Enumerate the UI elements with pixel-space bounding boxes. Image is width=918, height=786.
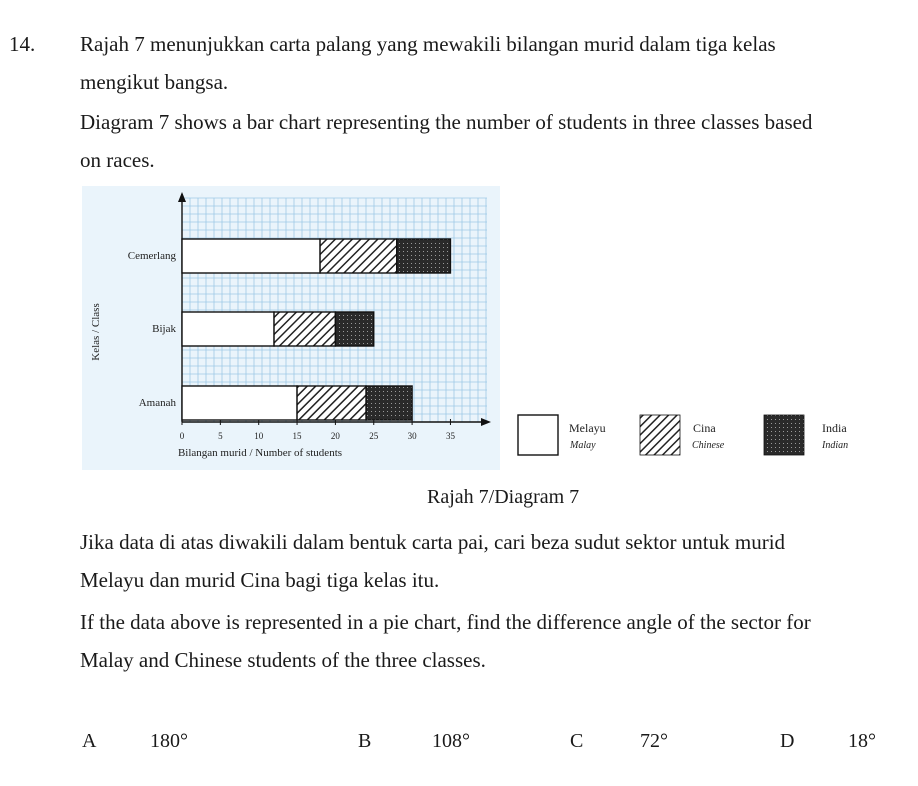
legend-swatch: [640, 415, 680, 455]
option-a-value[interactable]: 180°: [150, 730, 188, 752]
legend-label-english: Indian: [822, 440, 849, 451]
bar-segment: [182, 386, 297, 420]
bar-segment: [335, 312, 373, 346]
malay-intro-line2: mengikut bangsa.: [80, 70, 229, 94]
english-intro-line1: Diagram 7 shows a bar chart representing the number of students in three classes based: [80, 110, 813, 134]
option-c-value[interactable]: 72°: [640, 730, 668, 752]
malay-prompt-line1: Jika data di atas diwakili dalam bentuk carta pai, cari beza sudut sektor untuk murid: [80, 530, 786, 554]
y-axis-label: Kelas / Class: [90, 303, 102, 361]
legend-label-malay: Melayu: [569, 421, 606, 435]
option-d-letter[interactable]: D: [780, 730, 795, 752]
category-label: Amanah: [138, 397, 176, 409]
bar-segment: [182, 312, 274, 346]
option-d-value[interactable]: 18°: [848, 730, 876, 752]
x-tick-label: 25: [369, 431, 379, 441]
x-tick-label: 5: [218, 431, 223, 441]
x-axis-label: Bilangan murid / Number of students: [177, 447, 343, 459]
x-tick-label: 35: [445, 431, 455, 441]
bar-segment: [274, 312, 335, 346]
legend-label-english: Malay: [570, 440, 596, 451]
x-tick-label: 10: [254, 431, 264, 441]
malay-prompt-line2: Melayu dan murid Cina bagi tiga kelas itu.: [80, 568, 440, 592]
bar-segment: [366, 386, 412, 420]
legend-label-malay: Cina: [693, 421, 716, 435]
x-tick-label: 30: [407, 431, 417, 441]
bar-segment: [297, 386, 366, 420]
x-tick-label: 0: [179, 431, 185, 441]
category-label: Cemerlang: [127, 250, 176, 262]
bar-chart-diagram: [82, 186, 882, 476]
option-c-letter[interactable]: C: [570, 730, 584, 752]
legend-label-english: Chinese: [692, 440, 725, 451]
x-tick-label: 20: [330, 431, 340, 441]
legend-swatch: [518, 415, 558, 455]
legend-label-malay: India: [822, 421, 847, 435]
english-intro-line2: on races.: [80, 148, 155, 172]
question-number: 14.: [9, 32, 36, 56]
bar-segment: [182, 239, 320, 273]
bar-segment: [397, 239, 451, 273]
english-prompt-line1: If the data above is represented in a pie chart, find the difference angle of the sector for: [80, 610, 811, 634]
option-b-letter[interactable]: B: [358, 730, 372, 752]
bar-segment: [320, 239, 397, 273]
option-a-letter[interactable]: A: [82, 730, 97, 752]
x-tick-label: 15: [292, 431, 302, 441]
diagram-caption: Rajah 7/Diagram 7: [427, 486, 580, 508]
option-b-value[interactable]: 108°: [432, 730, 470, 752]
malay-intro-line1: Rajah 7 menunjukkan carta palang yang mewakili bilangan murid dalam tiga kelas: [80, 32, 776, 56]
legend-swatch: [764, 415, 804, 455]
english-prompt-line2: Malay and Chinese students of the three classes.: [80, 648, 486, 672]
category-label: Bijak: [152, 323, 176, 335]
